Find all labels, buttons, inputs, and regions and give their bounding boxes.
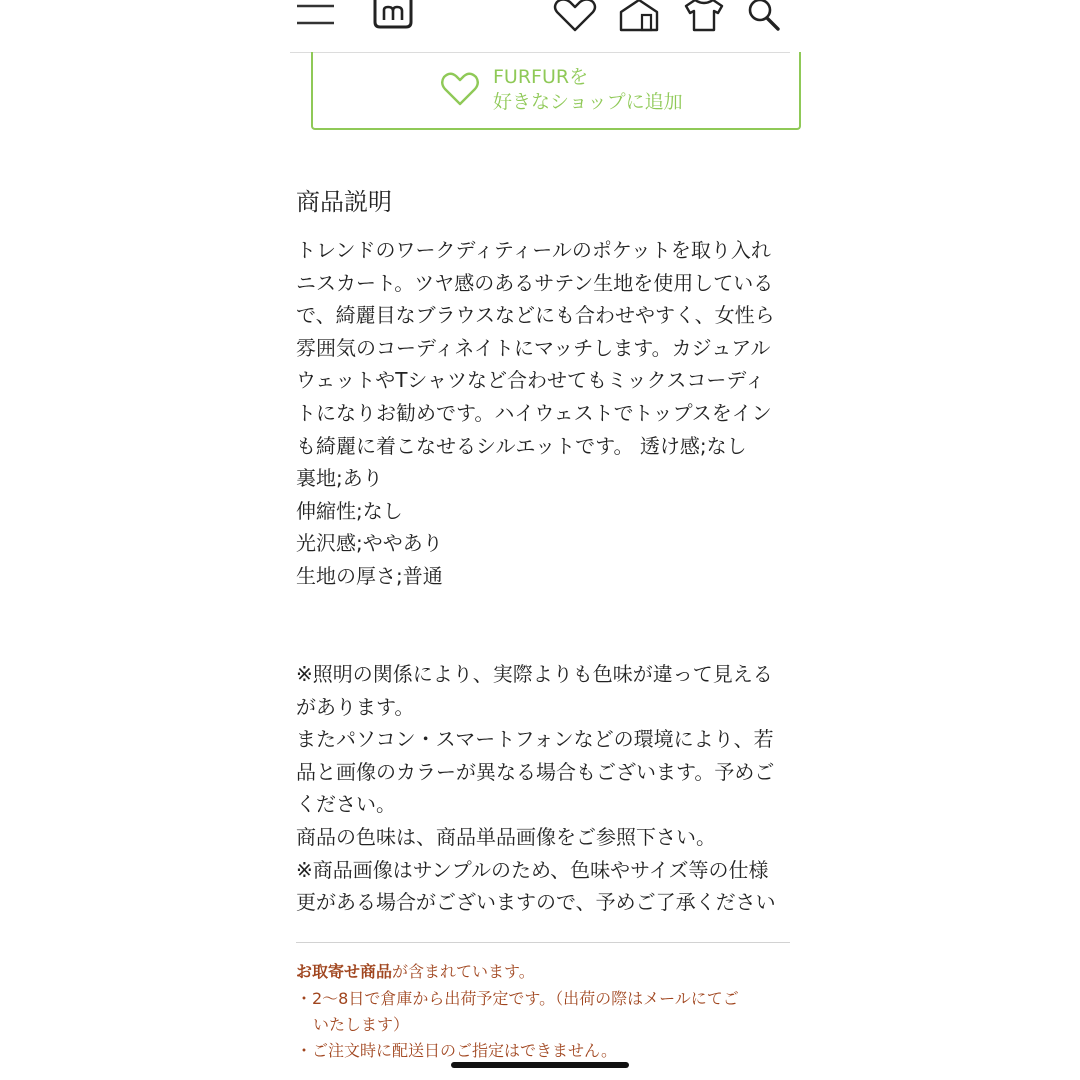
backorder-notice-heading [296,958,790,986]
home-indicator[interactable] [451,1062,629,1068]
description-line: ウェットやTシャツなど合わせてもミックスコーディ [296,368,765,393]
spec-lining: 裏地;あり [296,466,383,491]
color-disclaimer-notes [296,658,790,919]
favorite-heart-icon[interactable] [553,0,597,32]
description-line: ニスカート。ツヤ感のあるサテン生地を使用している [296,270,774,295]
shipping-estimate-note-cont: いたします） [313,1015,410,1034]
shop-home-icon[interactable] [618,0,660,32]
search-icon[interactable] [745,0,785,32]
description-line: も綺麗に着こなせるシルエットです。 透け感;なし [296,433,747,458]
add-favorite-shop-button[interactable] [311,52,801,130]
note-line: またパソコン・スマートフォンなどの環境により、若 [296,727,774,752]
note-line: があります。 [296,694,415,719]
section-divider [296,942,790,943]
shop-follow-line1: FURFURを [493,66,589,88]
note-line: 品と画像のカラーが異なる場合もございます。予めご [296,759,775,784]
shipping-estimate-note: ・2〜8日で倉庫から出荷予定です。（出荷の際はメールにてご [296,989,739,1008]
note-line: ※照明の関係により、実際よりも色味が違って見える [296,662,773,686]
note-line: 更がある場合がございますので、予めご了承ください [296,890,776,915]
spec-stretch: 伸縮性;なし [296,498,403,523]
backorder-notice [296,958,790,1064]
add-favorite-shop-label [493,65,683,115]
shop-follow-line2: 好きなショップに追加 [493,91,683,113]
menu-icon[interactable] [296,0,336,28]
app-logo-icon[interactable] [372,0,414,30]
description-line: トになりお勧めです。ハイウェストでトップスをイン [296,400,772,425]
heart-outline-icon [441,72,479,106]
backorder-label: お取寄せ商品 [296,962,393,981]
spec-thickness: 生地の厚さ;普通 [296,563,443,588]
description-line: トレンドのワークディティールのポケットを取り入れ [296,238,771,262]
description-line: で、綺麗目なブラウスなどにも合わせやすく、女性ら [296,303,775,328]
note-line: ※商品画像はサンプルのため、色味やサイズ等の仕様 [296,857,769,882]
tshirt-icon[interactable] [683,0,725,32]
product-description-title: 商品説明 [296,188,392,216]
note-line: ください。 [296,792,396,817]
delivery-date-note: ・ご注文時に配送日のご指定はできません。 [296,1041,617,1060]
product-description-body [296,234,790,593]
note-line: 商品の色味は、商品単品画像をご参照下さい。 [296,824,716,849]
spec-gloss: 光沢感;ややあり [296,531,443,556]
backorder-notice-text: が含まれています。 [392,962,535,981]
description-line: 雰囲気のコーディネイトにマッチします。カジュアル [296,335,771,360]
